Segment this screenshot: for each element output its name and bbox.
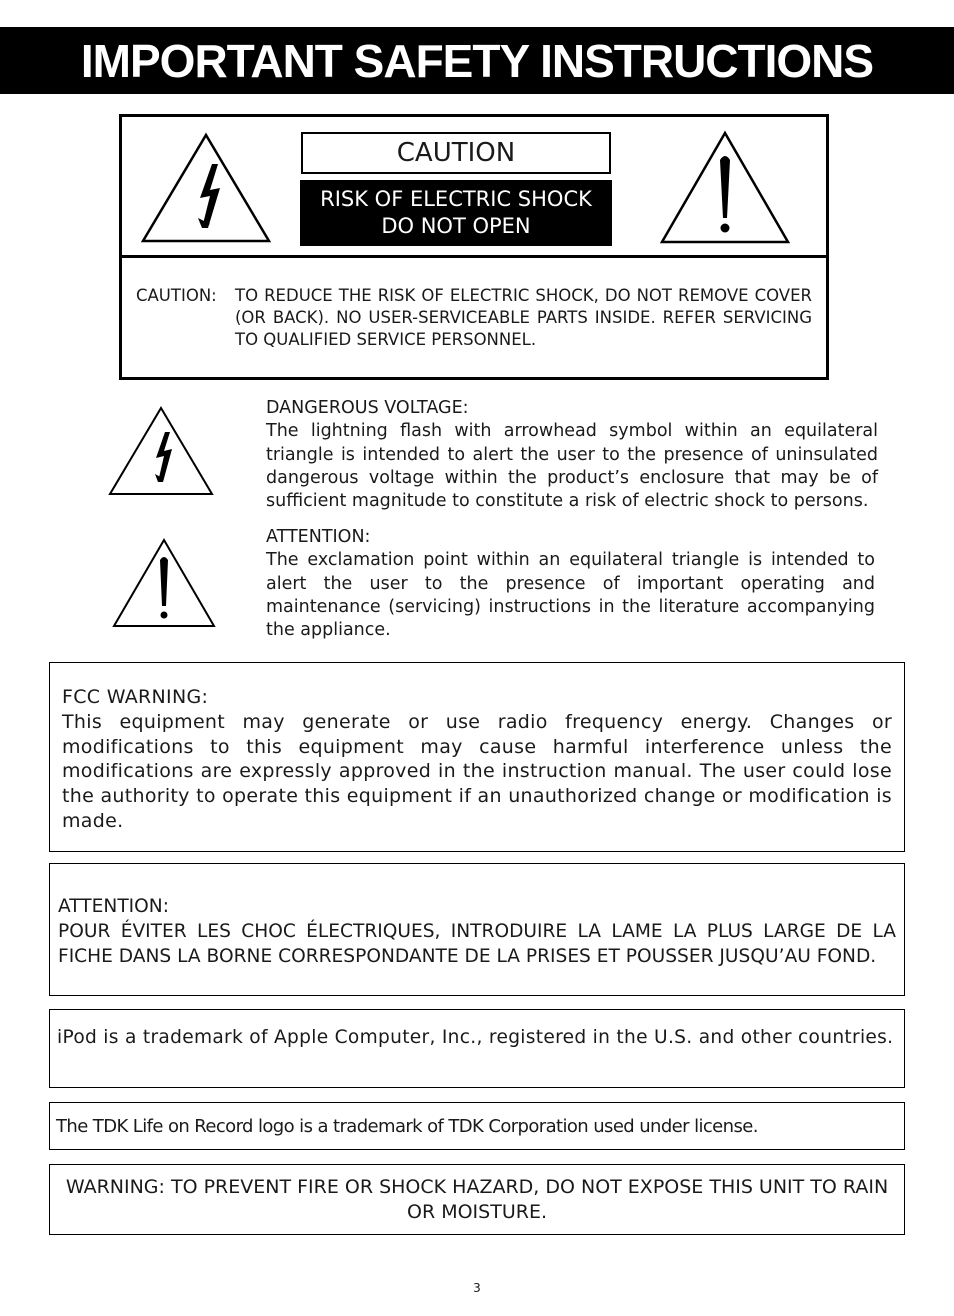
- exclamation-warning-icon: [659, 130, 791, 245]
- shock-line-1: RISK OF ELECTRIC SHOCK: [320, 187, 592, 211]
- caution-divider: [122, 255, 826, 258]
- fcc-warning-box: [49, 662, 905, 852]
- attention-symbol-block: [266, 526, 875, 642]
- caution-label: CAUTION: [301, 132, 611, 174]
- ipod-notice: iPod is a trademark of Apple Computer, Inc., registered in the U.S. and other countries.: [57, 1027, 894, 1048]
- shock-warning-label: [300, 180, 612, 246]
- page-title: IMPORTANT SAFETY INSTRUCTIONS: [80, 35, 874, 87]
- attention-fr-text: POUR ÉVITER LES CHOC ÉLECTRIQUES, INTRODUIRE LA LAME LA PLUS LARGE DE LA FICHE DANS LA BORNE CORRESPONDANTE DE LA PRISES ET POUSSER JUSQU’AU FOND.: [58, 921, 896, 967]
- lightning-symbol-icon: [108, 406, 214, 496]
- tdk-notice: The TDK Life on Record logo is a trademark of TDK Corporation used under license.: [56, 1116, 758, 1137]
- attention-fr-heading: ATTENTION:: [58, 896, 169, 917]
- caution-panel: [119, 114, 829, 380]
- dangerous-voltage-text: The lightning flash with arrowhead symbol within an equilateral triangle is intended to alert the user to the presence of uninsulated dangerous voltage within the product’s enclosure that may be of sufficient magnitude to constitute a risk of electric shock to persons.: [266, 421, 878, 512]
- tdk-notice-box: [49, 1102, 905, 1150]
- caution-note-text: TO REDUCE THE RISK OF ELECTRIC SHOCK, DO NOT REMOVE COVER (OR BACK). NO USER-SERVICEABLE PARTS INSIDE. REFER SERVICING TO QUALIFIED SERVICE PERSONNEL.: [235, 286, 812, 349]
- attention-fr: [58, 894, 896, 969]
- dangerous-voltage-block: [266, 397, 878, 513]
- page-number: 3: [473, 1281, 481, 1295]
- dangerous-voltage-heading: DANGEROUS VOLTAGE:: [266, 398, 469, 418]
- attention-fr-box: [49, 863, 905, 996]
- fcc-warning: [62, 685, 892, 834]
- warning-box: [49, 1164, 905, 1235]
- fcc-text: This equipment may generate or use radio frequency energy. Changes or modifications to this equipment may cause harmful interference unless the modifications are expressly approved in the instruction manual. The user could lose the authority to operate this equipment if an unauthorized change or modification is made.: [62, 710, 892, 832]
- title-bar: [0, 27, 954, 94]
- fcc-heading: FCC WARNING:: [62, 686, 209, 708]
- lightning-warning-icon: [140, 132, 272, 244]
- exclamation-symbol-icon: [112, 538, 216, 628]
- shock-line-2: DO NOT OPEN: [381, 214, 531, 238]
- ipod-notice-box: [49, 1009, 905, 1088]
- warning-text: TO PREVENT FIRE OR SHOCK HAZARD, DO NOT EXPOSE THIS UNIT TO RAIN OR MOISTURE.: [170, 1176, 889, 1223]
- warning-label: WARNING:: [65, 1176, 165, 1198]
- attention-symbol-heading: ATTENTION:: [266, 527, 371, 547]
- attention-symbol-text: The exclamation point within an equilateral triangle is intended to alert the user to the presence of important operating and maintenance (servicing) instructions in the literature accompanying the appliance.: [266, 550, 875, 641]
- caution-note-label: CAUTION:: [136, 286, 217, 305]
- warning: [64, 1175, 890, 1225]
